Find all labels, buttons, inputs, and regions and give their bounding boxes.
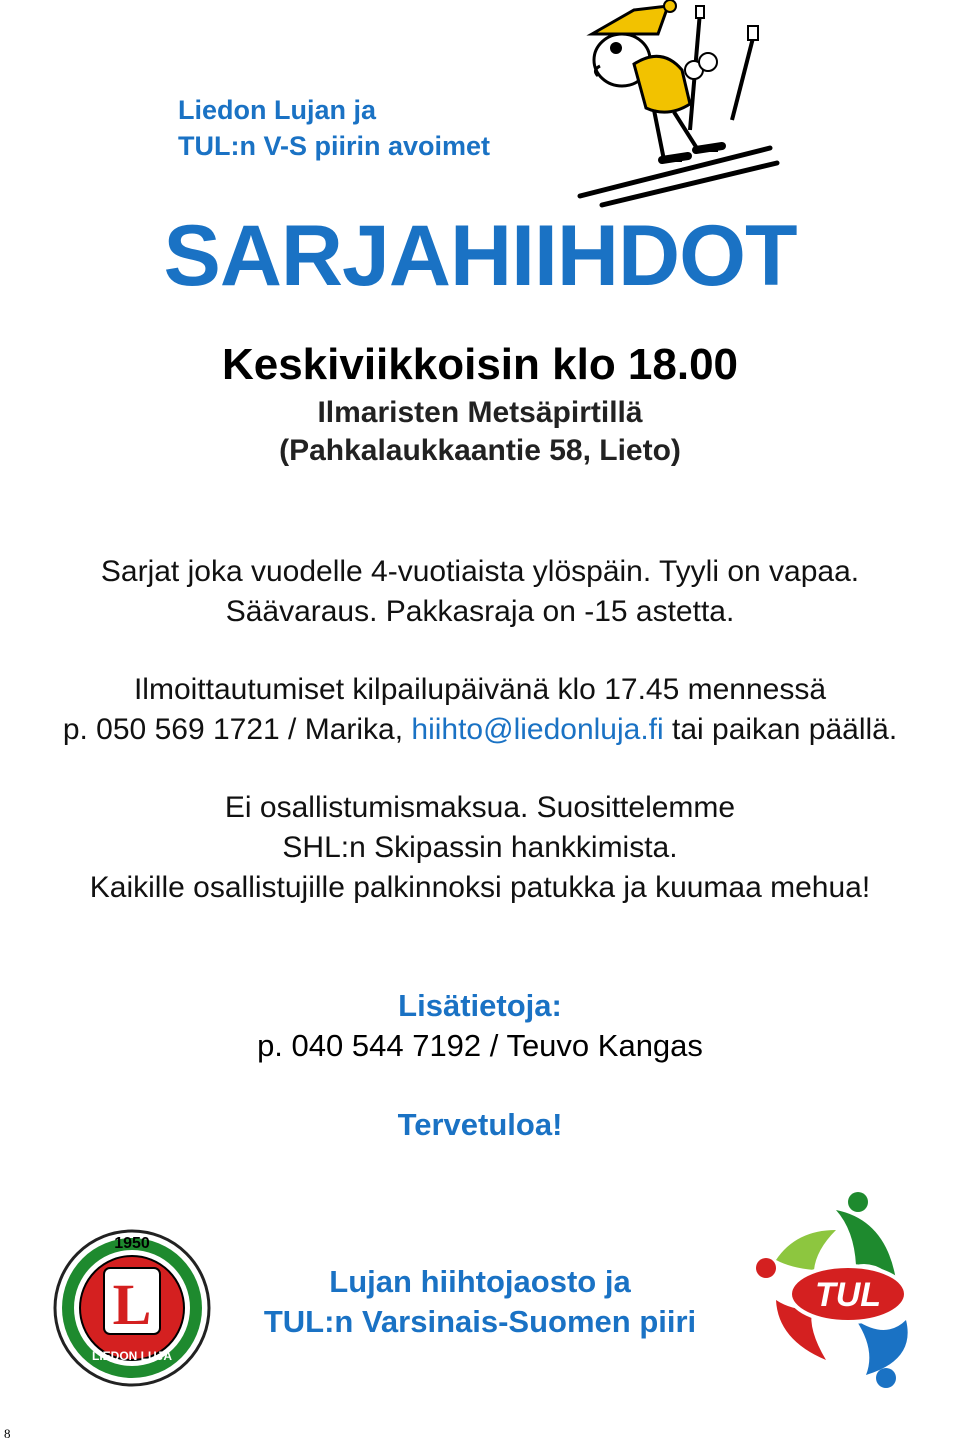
logo-club-name: LIEDON LUJA xyxy=(91,1349,173,1363)
page-number: 8 xyxy=(4,1426,11,1441)
logo-year: 1950 xyxy=(114,1235,150,1252)
event-time: Keskiviikkoisin klo 18.00 xyxy=(221,340,739,389)
subheading-line-2: TUL:n V-S piirin avoimet xyxy=(178,131,491,161)
registration-line-1: Ilmoittautumiset kilpailupäivänä klo 17.45 mennessä xyxy=(133,673,827,706)
tul-logo xyxy=(736,1190,936,1390)
welcome-text: Tervetuloa! xyxy=(397,1107,563,1142)
event-venue xyxy=(0,394,960,470)
fee-info xyxy=(0,788,960,908)
series-info-line-2: Säävaraus. Pakkasraja on -15 astetta. xyxy=(225,595,735,628)
organizer-line-2: TUL:n Varsinais-Suomen piiri xyxy=(263,1304,697,1339)
subheading-line-1: Liedon Lujan ja xyxy=(178,95,377,125)
fee-line-1: Ei osallistumismaksua. Suosittelemme xyxy=(224,791,736,824)
contact-heading: Lisätietoja: xyxy=(398,988,562,1023)
skier-mascot-illustration xyxy=(572,0,782,210)
registration-line-2 xyxy=(0,710,960,750)
tul-logo-text: TUL xyxy=(814,1276,882,1314)
fee-line-3: Kaikille osallistujille palkinnoksi patukka ja kuumaa mehua! xyxy=(89,871,871,904)
series-info-line-1: Sarjat joka vuodelle 4-vuotiaista ylöspäin. Tyyli on vapaa. xyxy=(100,555,860,588)
series-info xyxy=(0,552,960,632)
event-subheading xyxy=(178,92,490,164)
fee-line-2: SHL:n Skipassin hankkimista. xyxy=(282,831,678,864)
registration-phone: p. 050 569 1721 / Marika, xyxy=(62,713,412,746)
registration-info xyxy=(0,670,960,750)
logo-letter: L xyxy=(112,1272,152,1337)
registration-suffix: tai paikan päällä. xyxy=(663,713,898,746)
registration-email-link[interactable]: hiihto@liedonluja.fi xyxy=(411,713,664,746)
venue-line-1: Ilmaristen Metsäpirtillä xyxy=(317,396,643,429)
contact-line: p. 040 544 7192 / Teuvo Kangas xyxy=(257,1028,703,1063)
organizer-line-1: Lujan hiihtojaosto ja xyxy=(329,1264,631,1299)
page-title: SARJAHIIHDOT xyxy=(163,208,797,304)
venue-line-2: (Pahkalaukkaantie 58, Lieto) xyxy=(279,434,681,467)
